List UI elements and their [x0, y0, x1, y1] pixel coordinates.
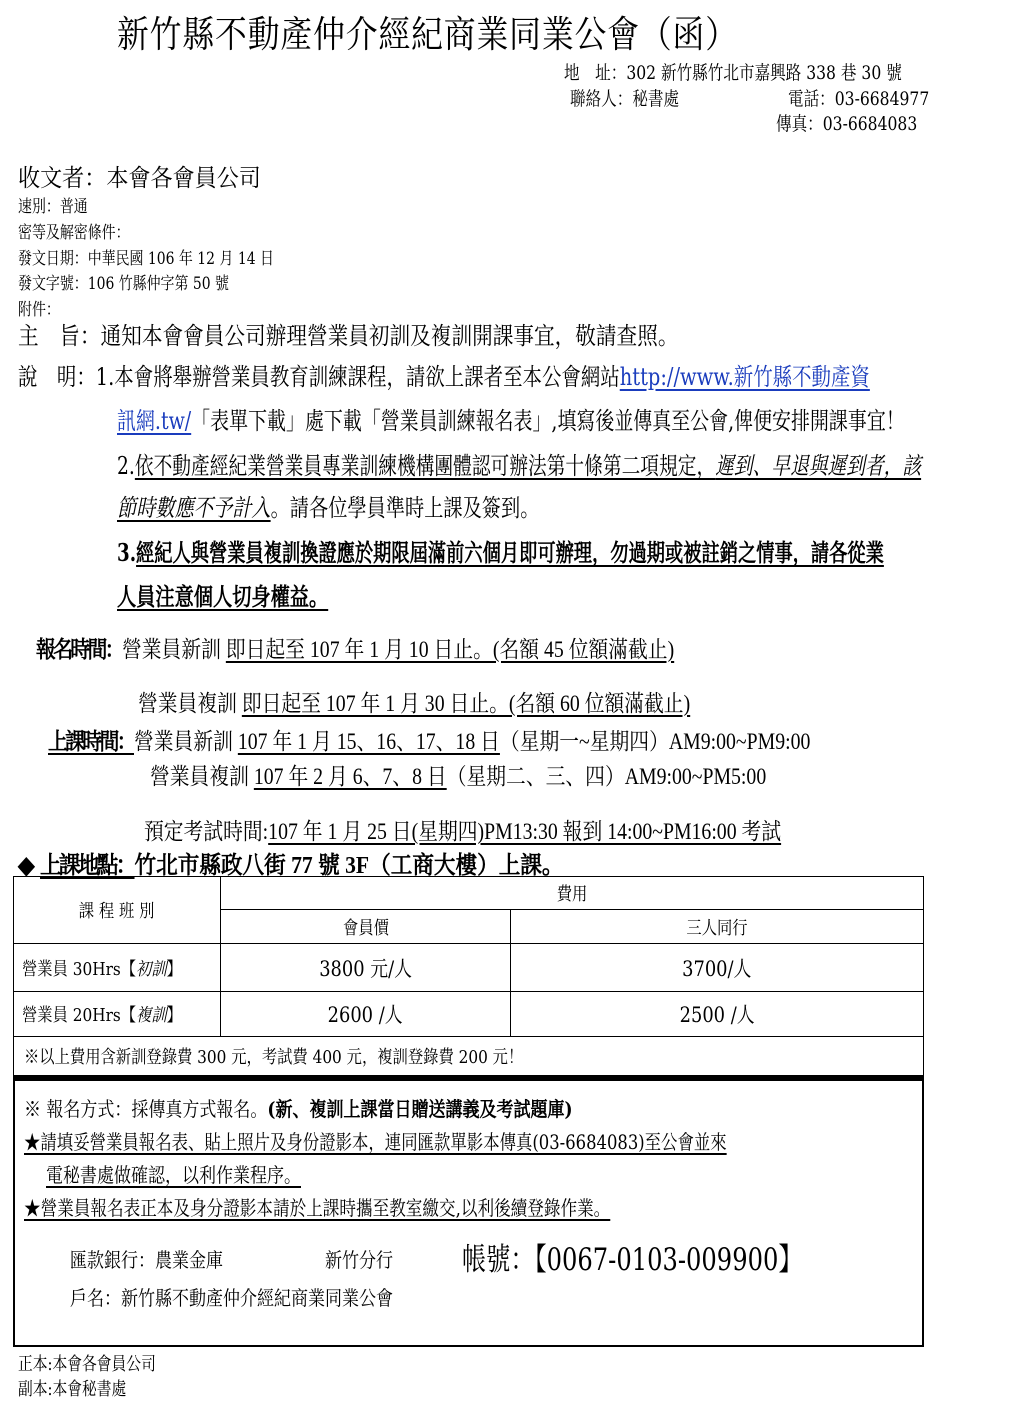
col-group-header: 三人同行 — [511, 910, 924, 944]
member-price-cell: 2600 /人 — [221, 992, 511, 1037]
registration-new: 報名時間：營業員新訓 即日起至 107 年 1 月 10 日止。(名額 45 位額滿截止) — [36, 637, 675, 662]
account-number: 帳號：【0067-0103-009900】 — [462, 1242, 803, 1278]
course-cell: 營業員 20Hrs【複訓】 — [14, 992, 221, 1037]
group-price-cell: 3700/人 — [511, 944, 924, 992]
signup-step-1-cont: 電秘書處做確認，以利作業程序。 — [46, 1163, 301, 1187]
course-cell: 營業員 30Hrs【初訓】 — [14, 944, 221, 992]
explanation-item-1-cont: 訊網.tw/「表單下載」處下載「營業員訓練報名表」,填寫後並傳真至公會,俾便安排開課事宜！ — [117, 407, 905, 435]
signup-method: ※ 報名方式：採傳真方式報名。(新、複訓上課當日贈送講義及考試題庫) — [24, 1097, 573, 1121]
table-row — [14, 992, 924, 1037]
col-fee-header: 費用 — [221, 877, 924, 910]
table-row — [14, 944, 924, 992]
account-holder: 戶名：新竹縣不動產仲介經紀商業同業公會 — [70, 1286, 393, 1310]
meta-speed: 速別：普通 — [18, 197, 88, 217]
registration-renew: 營業員複訓 即日起至 107 年 1 月 30 日止。(名額 60 位額滿截止) — [138, 691, 691, 716]
explanation-item-3: 3.經紀人與營業員複訓換證應於期限屆滿前六個月即可辦理，勿過期或被註銷之情事，請各從業 — [117, 538, 884, 567]
signup-step-2: ★營業員報名表正本及身分證影本請於上課時攜至教室繳交,以利後續登錄作業。 — [24, 1196, 611, 1220]
meta-number: 發文字號：106 竹縣仲字第 50 號 — [18, 274, 229, 294]
col-member-header: 會員價 — [221, 910, 511, 944]
explanation-item-2: 2.依不動產經紀業營業員專業訓練機構團體認可辦法第十條第二項規定，遲到、早退與遲到者，該 — [117, 452, 922, 480]
meta-date: 發文日期：中華民國 106 年 12 月 14 日 — [18, 249, 274, 269]
bank-info: 匯款銀行：農業金庫 — [70, 1248, 223, 1272]
class-time-renew: 營業員複訓 107 年 2 月 6、7、8 日（星期二、三、四）AM9:00~PM5:00 — [150, 764, 767, 789]
fax-line: 傳真：03-6684083 — [776, 113, 918, 135]
fee-note: ※以上費用含新訓登錄費 300 元，考試費 400 元，複訓登錄費 200 元！ — [14, 1037, 924, 1077]
explanation-item-1: 說 明：1.本會將舉辦營業員教育訓練課程，請欲上課者至本公會網站http://www.新竹縣不動產資 — [18, 363, 870, 391]
meta-attachment: 附件： — [18, 300, 60, 320]
exam-time: 預定考試時間:107 年 1 月 25 日(星期四)PM13:30 報到 14:00~PM16:00 考試 — [144, 819, 782, 844]
website-link-cont[interactable]: 訊網.tw/ — [117, 407, 192, 435]
meta-security: 密等及解密條件： — [18, 223, 130, 243]
copy-recipient: 副本:本會秘書處 — [18, 1379, 127, 1400]
subject: 主 旨：通知本會會員公司辦理營業員初訓及複訓開課事宜，敬請查照。 — [18, 322, 679, 350]
contact-line: 聯絡人：秘書處 — [570, 88, 680, 110]
fee-table — [13, 876, 924, 1078]
explanation-item-3-cont: 人員注意個人切身權益。 — [117, 582, 329, 611]
website-link[interactable]: http://www.新竹縣不動產資 — [619, 363, 870, 391]
original-recipient: 正本:本會各會員公司 — [18, 1354, 156, 1375]
member-price-cell: 3800 元/人 — [221, 944, 511, 992]
document-title: 新竹縣不動產仲介經紀商業同業公會（函） — [117, 13, 738, 56]
class-location: ◆ 上課地點：竹北市縣政八街 77 號 3F（工商大樓）上課。 — [18, 853, 564, 879]
class-time-new: 上課時間：營業員新訓 107 年 1 月 15、16、17、18 日（星期一~星期四）AM9:00~PM9:00 — [48, 729, 811, 754]
signup-step-1: ★請填妥營業員報名表、貼上照片及身份證影本，連同匯款單影本傳真(03-6684083)至公會並來 — [24, 1130, 727, 1154]
col-course-header: 課 程 班 別 — [14, 877, 221, 944]
group-price-cell: 2500 /人 — [511, 992, 924, 1037]
address-line: 地 址：302 新竹縣竹北市嘉興路 338 巷 30 號 — [564, 62, 902, 84]
explanation-item-2-cont: 節時數應不予計入。請各位學員準時上課及簽到。 — [117, 494, 540, 522]
bank-branch: 新竹分行 — [325, 1248, 393, 1272]
phone-line: 電話：03-6684977 — [788, 88, 930, 110]
diamond-bullet-icon: ◆ — [18, 853, 35, 879]
recipient: 收文者：本會各會員公司 — [18, 164, 261, 192]
